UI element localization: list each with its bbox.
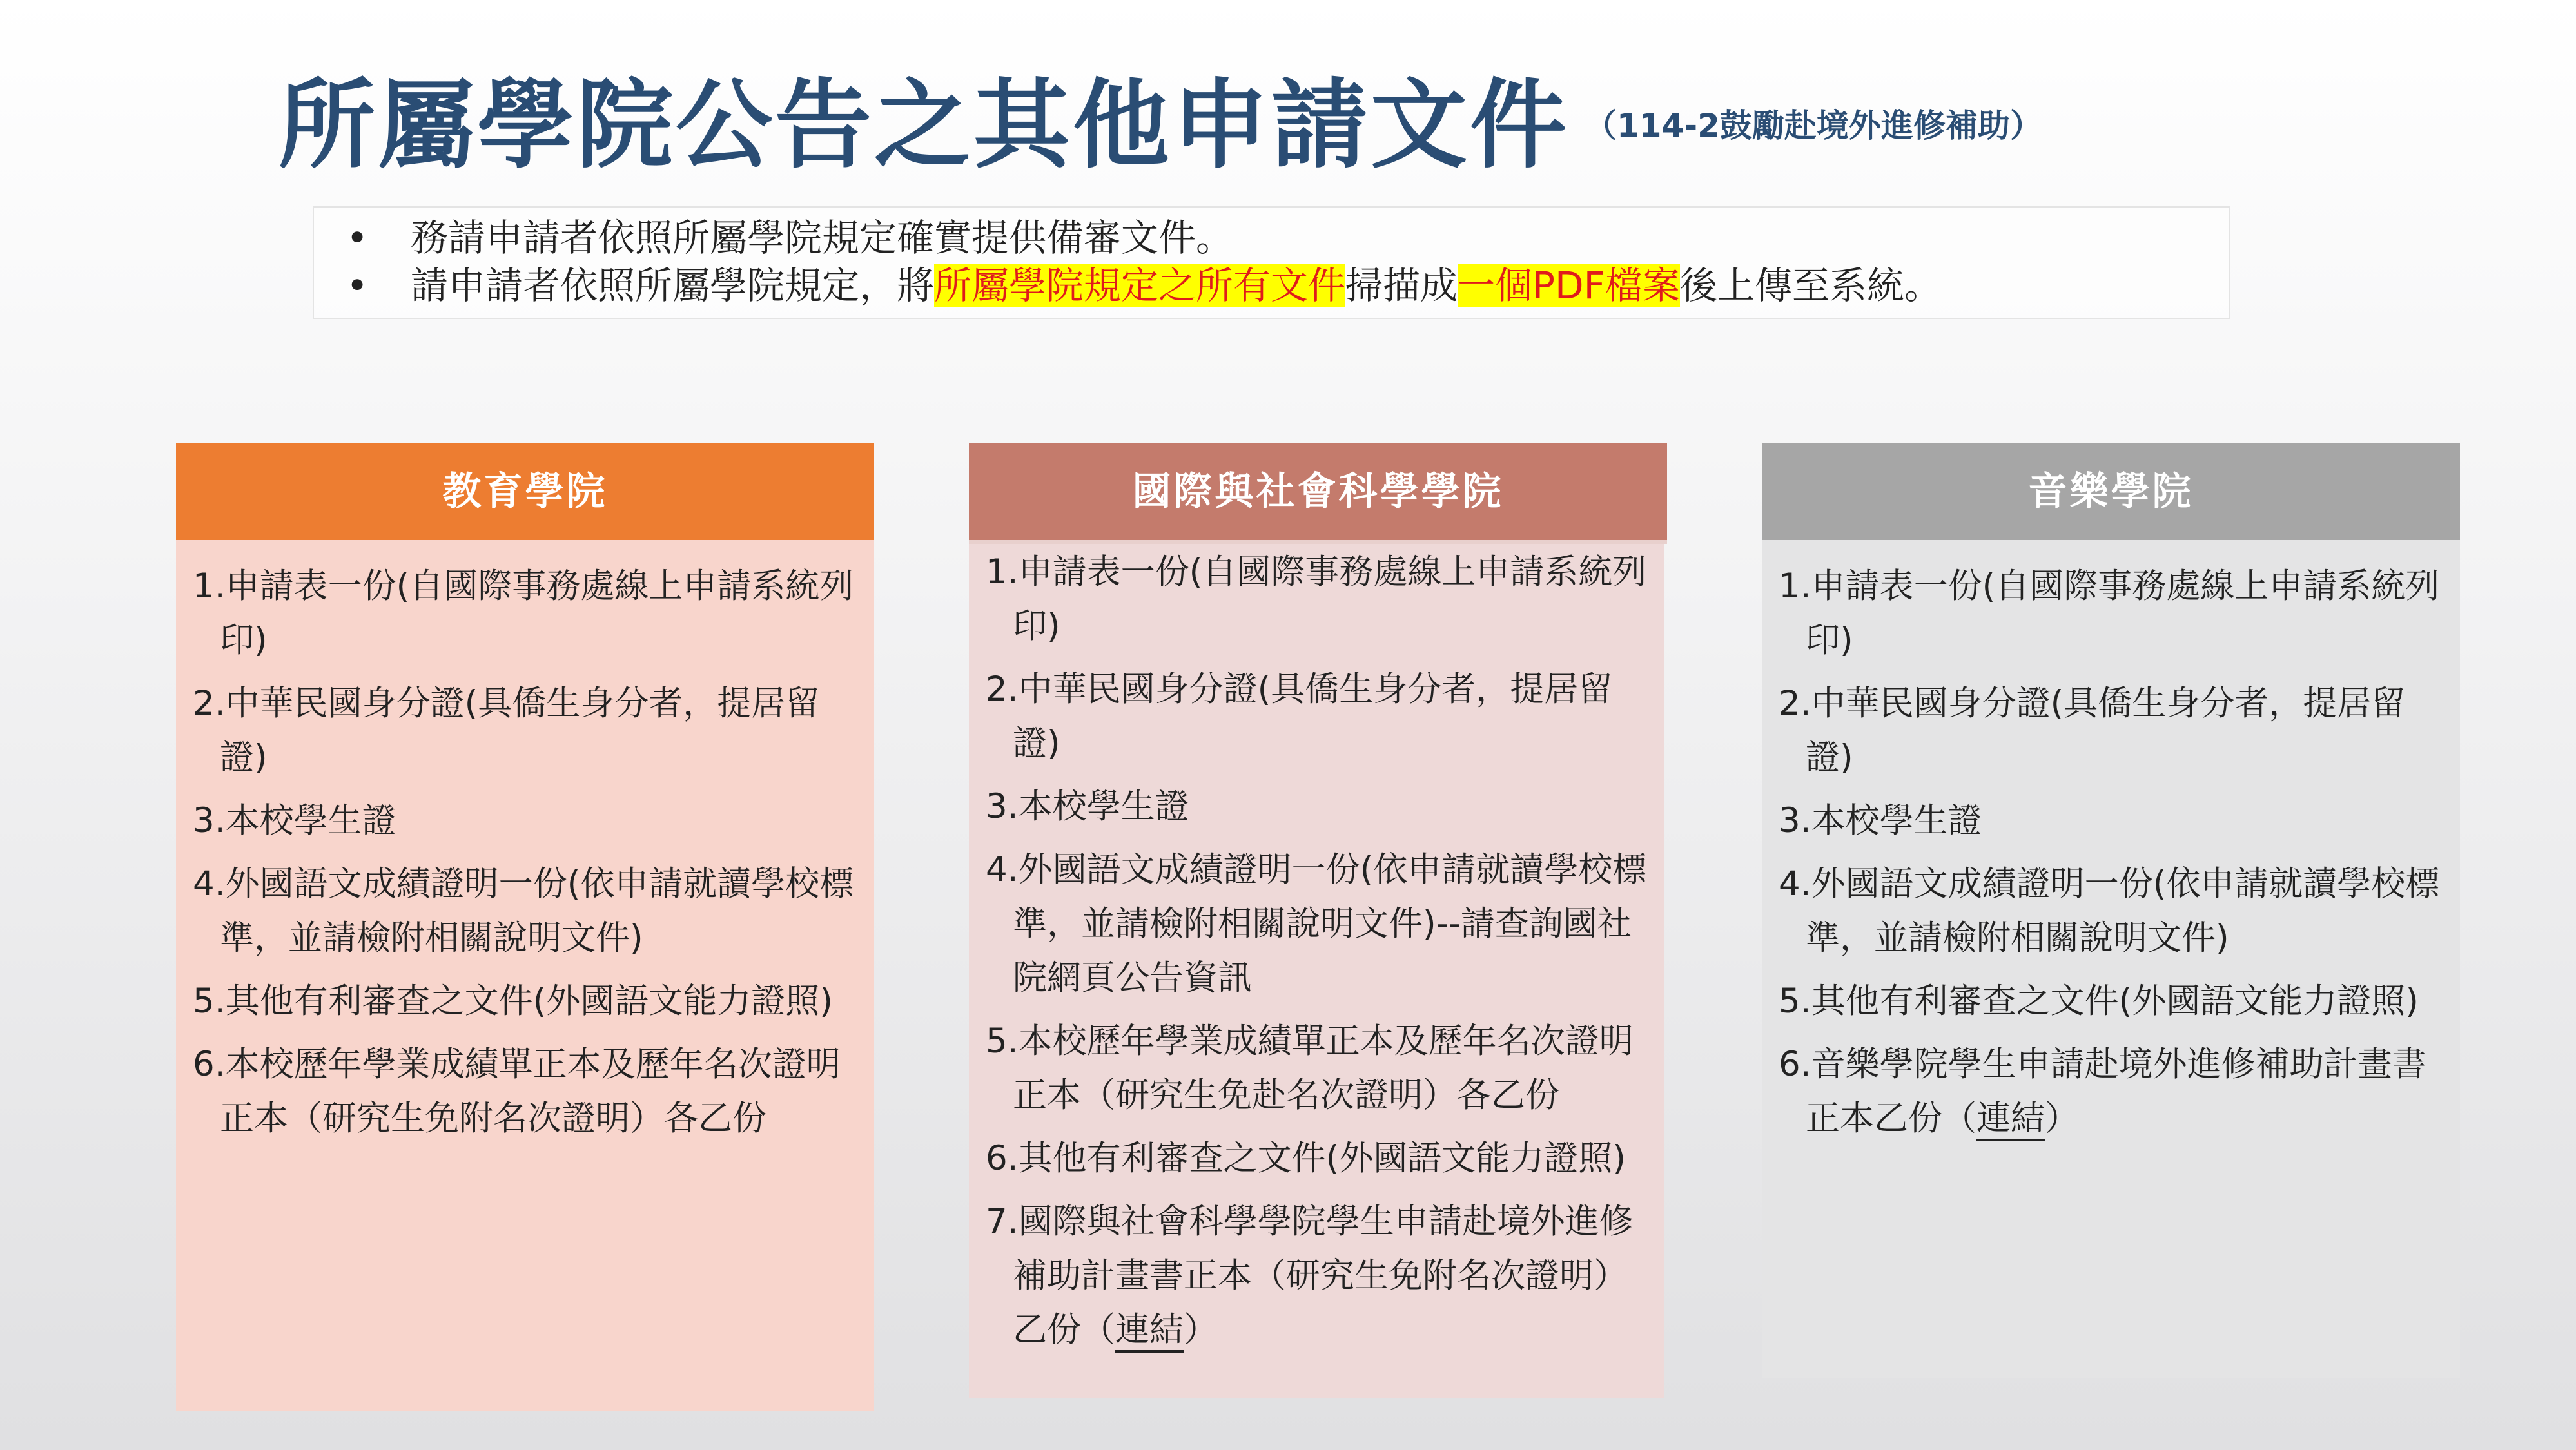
item-text: ） (1184, 1310, 1218, 1349)
item-text: ） (2045, 1099, 2079, 1138)
highlight-text: 一個PDF檔案 (1458, 264, 1681, 307)
list-item: 5.其他有利審查之文件(外國語文能力證照) (1779, 981, 2419, 1021)
list-item: 5.本校歷年學業成績單正本及歷年名次證明正本（研究生免赴名次證明）各乙份 (986, 1021, 1634, 1115)
college-card-education (176, 443, 874, 1411)
college-body (969, 544, 1664, 1398)
note-item (333, 214, 2229, 262)
page-title: 所屬學院公告之其他申請文件 (278, 70, 1570, 182)
list-item: 4.外國語文成績證明一份(依申請就讀學校標準，並請檢附相關說明文件) (1779, 864, 2440, 958)
bullet: • (346, 216, 369, 260)
list-item (1779, 1038, 2447, 1146)
college-body (1762, 540, 2460, 1378)
list-item: 2.中華民國身分證(具僑生身分者，提居留證) (986, 670, 1613, 763)
list-item: 3.本校學生證 (193, 801, 396, 840)
note-text: 後上傳至系統。 (1680, 264, 1942, 307)
list-item: 1.申請表一份(自國際事務處線上申請系統列印) (1779, 566, 2440, 660)
college-header: 音樂學院 (1762, 443, 2460, 540)
list-item (986, 1195, 1651, 1357)
list-item: 1.申請表一份(自國際事務處線上申請系統列印) (986, 552, 1647, 646)
highlight-text: 所屬學院規定之所有文件 (934, 264, 1346, 307)
link-plan-intl[interactable]: 連結 (1115, 1310, 1184, 1349)
link-plan-music[interactable]: 連結 (1976, 1099, 2045, 1138)
bullet: • (346, 264, 369, 307)
list-item: 4.外國語文成績證明一份(依申請就讀學校標準，並請檢附相關說明文件) (193, 864, 854, 958)
list-item: 6.其他有利審查之文件(外國語文能力證照) (986, 1139, 1626, 1178)
list-item: 2.中華民國身分證(具僑生身分者，提居留證) (1779, 684, 2406, 777)
item-text: 6.音樂學院學生申請赴境外進修補助計畫書正本乙份（ (1779, 1045, 2426, 1138)
page-subtitle: （114-2鼓勵赴境外進修補助） (1585, 107, 2042, 144)
item-text: 7.國際與社會科學學院學生申請赴境外進修補助計畫書正本（研究生免附名次證明）乙份（ (986, 1202, 1634, 1349)
note-text: 請申請者依照所屬學院規定，將 (411, 264, 935, 307)
note-text: 務請申請者依照所屬學院規定確實提供備審文件。 (411, 216, 1234, 260)
note-item (333, 262, 2229, 309)
title-row (278, 61, 2406, 190)
list-item: 6.本校歷年學業成績單正本及歷年名次證明正本（研究生免附名次證明）各乙份 (193, 1045, 841, 1138)
list-item: 1.申請表一份(自國際事務處線上申請系統列印) (193, 566, 854, 660)
list-item: 3.本校學生證 (986, 787, 1189, 826)
college-card-music (1762, 443, 2460, 1378)
college-body (176, 540, 874, 1411)
list-item: 2.中華民國身分證(具僑生身分者，提居留證) (193, 684, 820, 777)
college-card-intl (969, 443, 1667, 1398)
college-header: 國際與社會科學學院 (969, 443, 1667, 544)
list-item: 3.本校學生證 (1779, 801, 1982, 840)
list-item: 5.其他有利審查之文件(外國語文能力證照) (193, 981, 833, 1021)
note-text: 掃描成 (1345, 264, 1458, 307)
notes-box (313, 206, 2230, 319)
list-item: 4.外國語文成績證明一份(依申請就讀學校標準，並請檢附相關說明文件)--請查詢國社院網頁公告資訊 (986, 850, 1647, 998)
college-header: 教育學院 (176, 443, 874, 540)
